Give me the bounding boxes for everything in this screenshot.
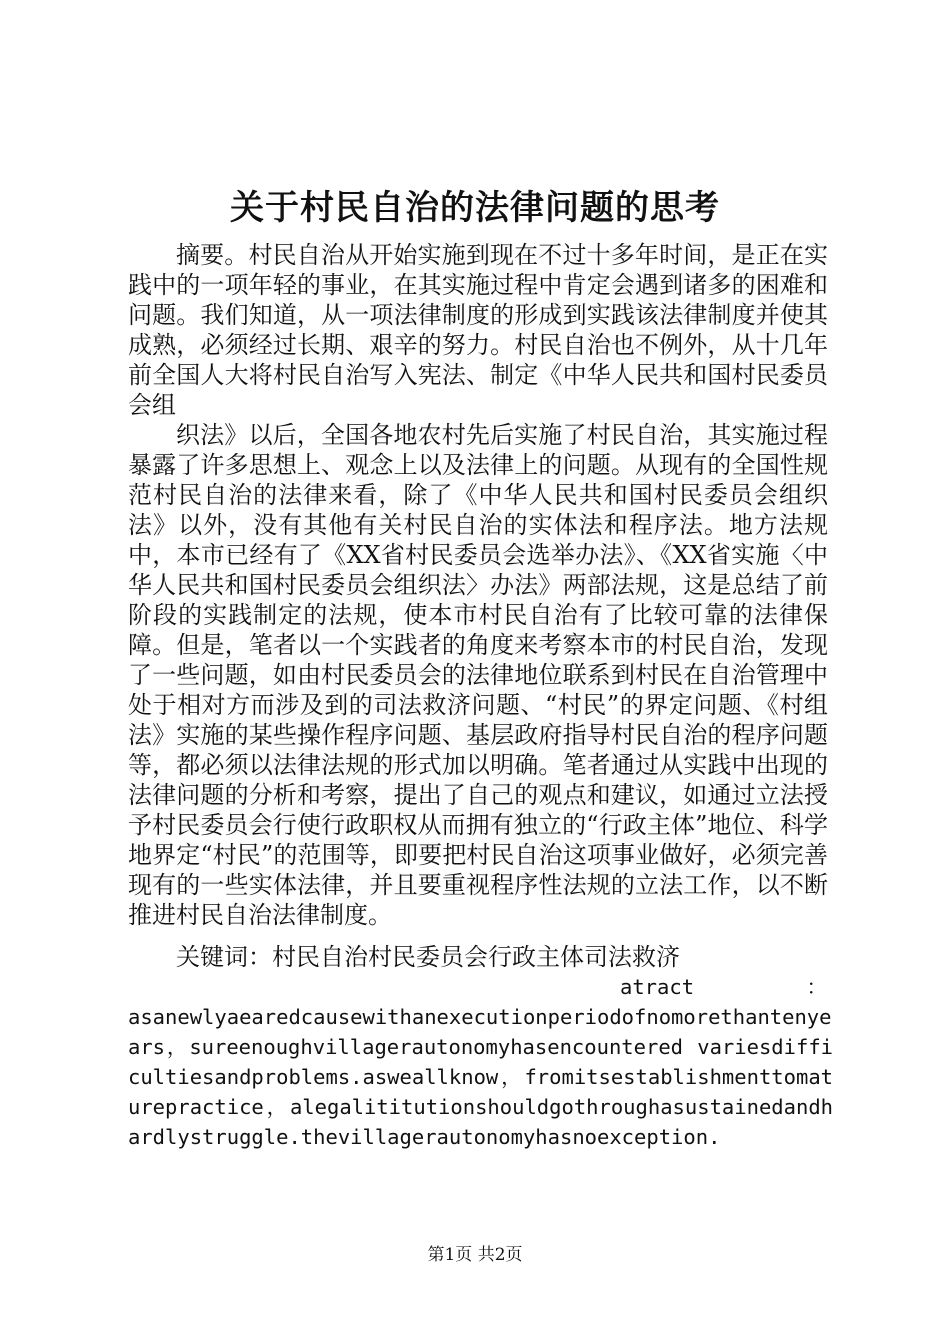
english-abstract-text: asanewlyaearedcausewithanexecutionperiodofnomorethantenyears，sureenoughvillagerautonomyhasencountered variesdifficultiesandproblems.asweallknow，fromitsestablishmenttomaturepractice，alegalititutionshouldgothroughasustainedandhardlystruggle.thevillagerautonomyhasnoexception. <box>128 1005 833 1149</box>
abstract-paragraph: 摘要。村民自治从开始实施到现在不过十多年时间，是正在实践中的一项年轻的事业，在其实施过程中肯定会遇到诸多的困难和问题。我们知道，从一项法律制度的形成到实践该法律制度并使其成熟，必须经过长期、艰辛的努力。村民自治也不例外，从十几年前全国人大将村民自治写入宪法、制定《中华人民共和国村民委员会组 <box>128 241 828 419</box>
continued-paragraph: 织法》以后，全国各地农村先后实施了村民自治，其实施过程暴露了许多思想上、观念上以及法律上的问题。从现有的全国性规范村民自治的法律来看，除了《中华人民共和国村民委员会组织法》以外，没有其他有关村民自治的实体法和程序法。地方法规中，本市已经有了《XX省村民委员会选举办法》、《XX省实施〈中华人民共和国村民委员会组织法〉办法》两部法规，这是总结了前阶段的实践制定的法规，使本市村民自治有了比较可靠的法律保障。但是，笔者以一个实践者的角度来考察本市的村民自治，发现了一些问题，如由村民委员会的法律地位联系到村民在自治管理中处于相对方而涉及到的司法救济问题、“村民”的界定问题、《村组法》实施的某些操作程序问题、基层政府指导村民自治的程序问题等，都必须以法律法规的形式加以明确。笔者通过从实践中出现的法律问题的分析和考察，提出了自己的观点和建议，如通过立法授予村民委员会行使行政职权从而拥有独立的“行政主体”地位、科学地界定“村民”的范围等，即要把村民自治这项事业做好，必须完善现有的一些实体法律，并且要重视程序性法规的立法工作，以不断推进村民自治法律制度。 <box>128 421 828 929</box>
english-abstract-colon: ： <box>806 975 827 999</box>
english-abstract-label: atract <box>620 975 695 999</box>
keywords-block <box>128 942 828 972</box>
continued-paragraph-block <box>128 420 828 930</box>
page-footer: 第1页 共2页 <box>427 1245 523 1265</box>
document-title: 关于村民自治的法律问题的思考 <box>230 188 720 228</box>
abstract-paragraph-block <box>128 240 828 420</box>
keywords-line: 关键词：村民自治村民委员会行政主体司法救济 <box>176 943 680 971</box>
english-abstract-label-line <box>128 972 833 1002</box>
